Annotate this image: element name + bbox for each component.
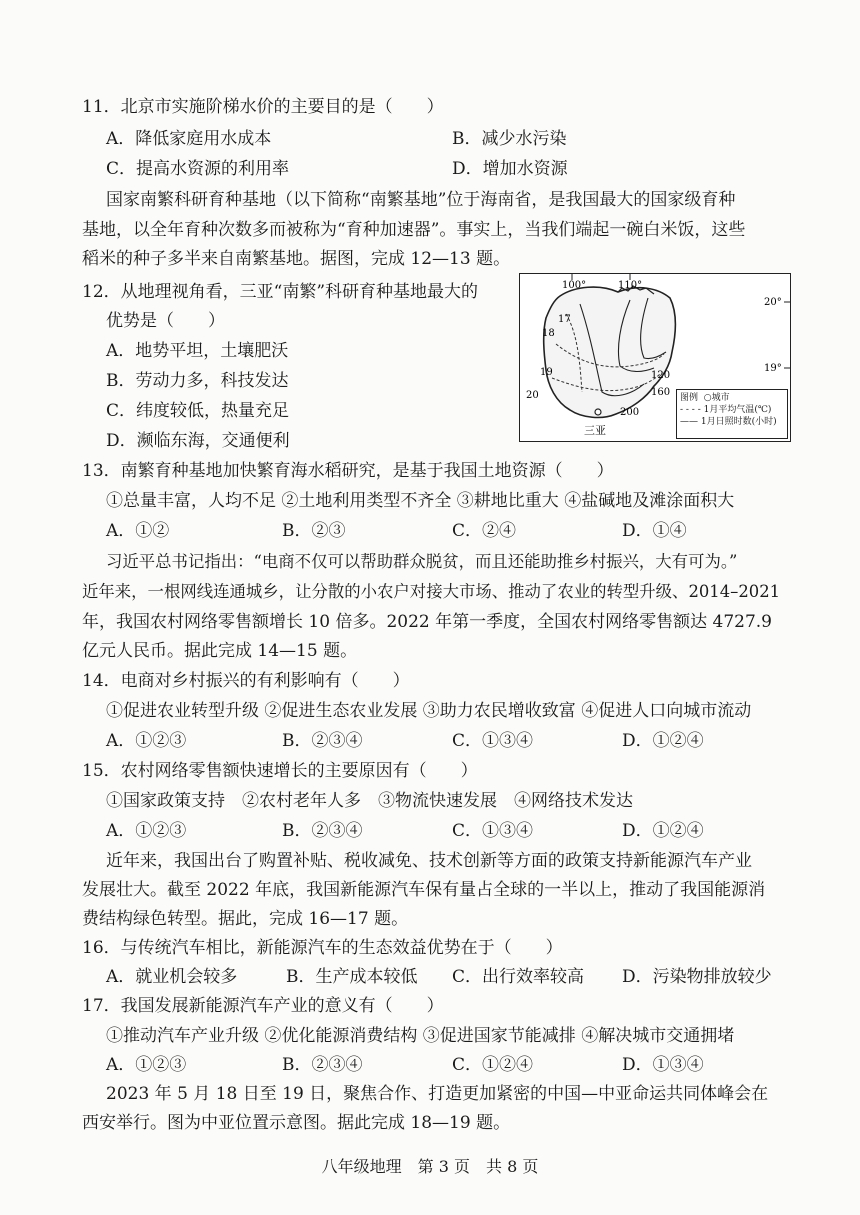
q15-option-c: C．①③④: [452, 821, 534, 841]
page-footer: 八年级地理 第 3 页 共 8 页: [321, 1157, 539, 1176]
map-iso-19: 19: [540, 367, 553, 378]
legend-title: 图例: [680, 393, 699, 403]
passage2-line3: 年，我国农村网络零售额增长 10 倍多。2022 年第一季度，全国农村网络零售额达 4727.9: [82, 612, 772, 632]
q15-stem: 15．农村网络零售额快速增长的主要原因有（ ）: [82, 761, 478, 781]
map-lat-19: 19°: [764, 363, 782, 374]
q17-option-b: B．②③④: [282, 1055, 363, 1075]
map-lat-20: 20°: [764, 297, 782, 308]
q15-option-b: B．②③④: [282, 821, 363, 841]
q13-stem: 13．南繁育种基地加快繁育海水稻研究，是基于我国土地资源（ ）: [82, 461, 614, 481]
q16-option-a: A．就业机会较多: [106, 967, 238, 987]
q12-stem-line1: 12．从地理视角看，三亚“南繁”科研育种基地最大的: [82, 282, 479, 302]
q16-stem: 16．与传统汽车相比，新能源汽车的生态效益优势在于（ ）: [82, 938, 563, 958]
passage4-line1: 2023 年 5 月 18 日至 19 日，聚焦合作、打造更加紧密的中国—中亚命运共同体峰会在: [106, 1084, 769, 1104]
q12-option-c: C．纬度较低，热量充足: [106, 401, 290, 421]
map-sun-120: 120: [651, 370, 671, 381]
map-iso-17: 17: [558, 314, 571, 325]
q12-option-d: D．濒临东海，交通便利: [106, 431, 290, 451]
map-sun-160: 160: [651, 387, 671, 398]
q17-items: ①推动汽车产业升级 ②优化能源消费结构 ③促进国家节能减排 ④解决城市交通拥堵: [106, 1026, 735, 1046]
legend-sun: 1月日照时数(小时): [700, 417, 777, 427]
q17-option-d: D．①③④: [622, 1055, 704, 1075]
passage2-line2: 近年来，一根网线连通城乡，让分散的小农户对接大市场、推动了农业的转型升级、2014–2021: [82, 582, 781, 601]
map-iso-18: 18: [542, 328, 555, 339]
passage3-line2: 发展壮大。截至 2022 年底，我国新能源汽车保有量占全球的一半以上，推动了我国能源消: [82, 880, 766, 900]
passage1-line1: 国家南繁科研育种基地（以下简称“南繁基地”位于海南省，是我国最大的国家级育种: [106, 190, 736, 210]
q15-option-a: A．①②③: [106, 821, 187, 841]
q13-option-b: B．②③: [282, 521, 346, 541]
passage1-line3: 稻米的种子多半来自南繁基地。据图，完成 12—13 题。: [82, 249, 511, 269]
q13-option-c: C．②④: [452, 521, 517, 541]
q14-option-c: C．①③④: [452, 731, 534, 751]
q11-option-a: A．降低家庭用水成本: [106, 129, 272, 149]
q17-option-c: C．①②④: [452, 1055, 534, 1075]
legend-city: ○城市: [703, 393, 730, 403]
map-sun-200: 200: [620, 407, 640, 418]
map-lon-110: 110°: [618, 280, 643, 291]
passage1-line2: 基地，以全年育种次数多而被称为“育种加速器”。事实上，当我们端起一碗白米饭，这些: [82, 220, 746, 240]
q17-option-a: A．①②③: [106, 1055, 187, 1075]
q16-option-d: D．污染物排放较少: [622, 967, 772, 987]
passage4-line2: 西安举行。图为中亚位置示意图。据此完成 18—19 题。: [82, 1113, 511, 1133]
q12-option-b: B．劳动力多，科技发达: [106, 371, 289, 391]
q13-option-d: D．①④: [622, 521, 687, 541]
legend-line-icon: ——: [680, 417, 701, 427]
q14-option-b: B．②③④: [282, 731, 363, 751]
q14-stem: 14．电商对乡村振兴的有利影响有（ ）: [82, 671, 410, 691]
q13-option-a: A．①②: [106, 521, 170, 541]
legend-dash-icon: - - - -: [680, 405, 704, 415]
q16-option-b: B．生产成本较低: [286, 967, 418, 987]
q17-stem: 17．我国发展新能源汽车产业的意义有（ ）: [82, 996, 444, 1016]
map-lon-100: 100°: [562, 280, 587, 291]
q13-items: ①总量丰富，人均不足 ②土地利用类型不齐全 ③耕地比重大 ④盐碱地及滩涂面积大: [106, 491, 735, 511]
q12-option-a: A．地势平坦，土壤肥沃: [106, 341, 289, 361]
q14-option-a: A．①②③: [106, 731, 187, 751]
passage2-line4: 亿元人民币。据此完成 14—15 题。: [82, 641, 358, 661]
map-iso-20: 20: [526, 390, 539, 401]
q15-option-d: D．①②④: [622, 821, 704, 841]
q14-items: ①促进农业转型升级 ②促进生态农业发展 ③助力农民增收致富 ④促进人口向城市流动: [106, 701, 752, 721]
q15-items: ①国家政策支持 ②农村老年人多 ③物流快速发展 ④网络技术发达: [106, 791, 633, 811]
q11-option-c: C．提高水资源的利用率: [106, 159, 290, 179]
hainan-map: [519, 273, 791, 442]
passage3-line1: 近年来，我国出台了购置补贴、税收减免、技术创新等方面的政策支持新能源汽车产业: [106, 851, 752, 871]
map-legend: [676, 389, 788, 439]
q16-option-c: C．出行效率较高: [452, 967, 585, 987]
q11-option-b: B．减少水污染: [452, 129, 567, 149]
passage3-line3: 费结构绿色转型。据此，完成 16—17 题。: [82, 909, 409, 929]
q12-stem-line2: 优势是（ ）: [106, 311, 225, 331]
passage2-line1: 习近平总书记指出：“电商不仅可以帮助群众脱贫，而且还能助推乡村振兴，大有可为。”: [106, 552, 738, 571]
q14-option-d: D．①②④: [622, 731, 704, 751]
map-city-sanya: 三亚: [584, 424, 606, 437]
q11-option-d: D．增加水资源: [452, 159, 568, 179]
q11-stem: 11．北京市实施阶梯水价的主要目的是（ ）: [82, 97, 444, 117]
legend-temp: 1月平均气温(℃): [703, 405, 772, 415]
